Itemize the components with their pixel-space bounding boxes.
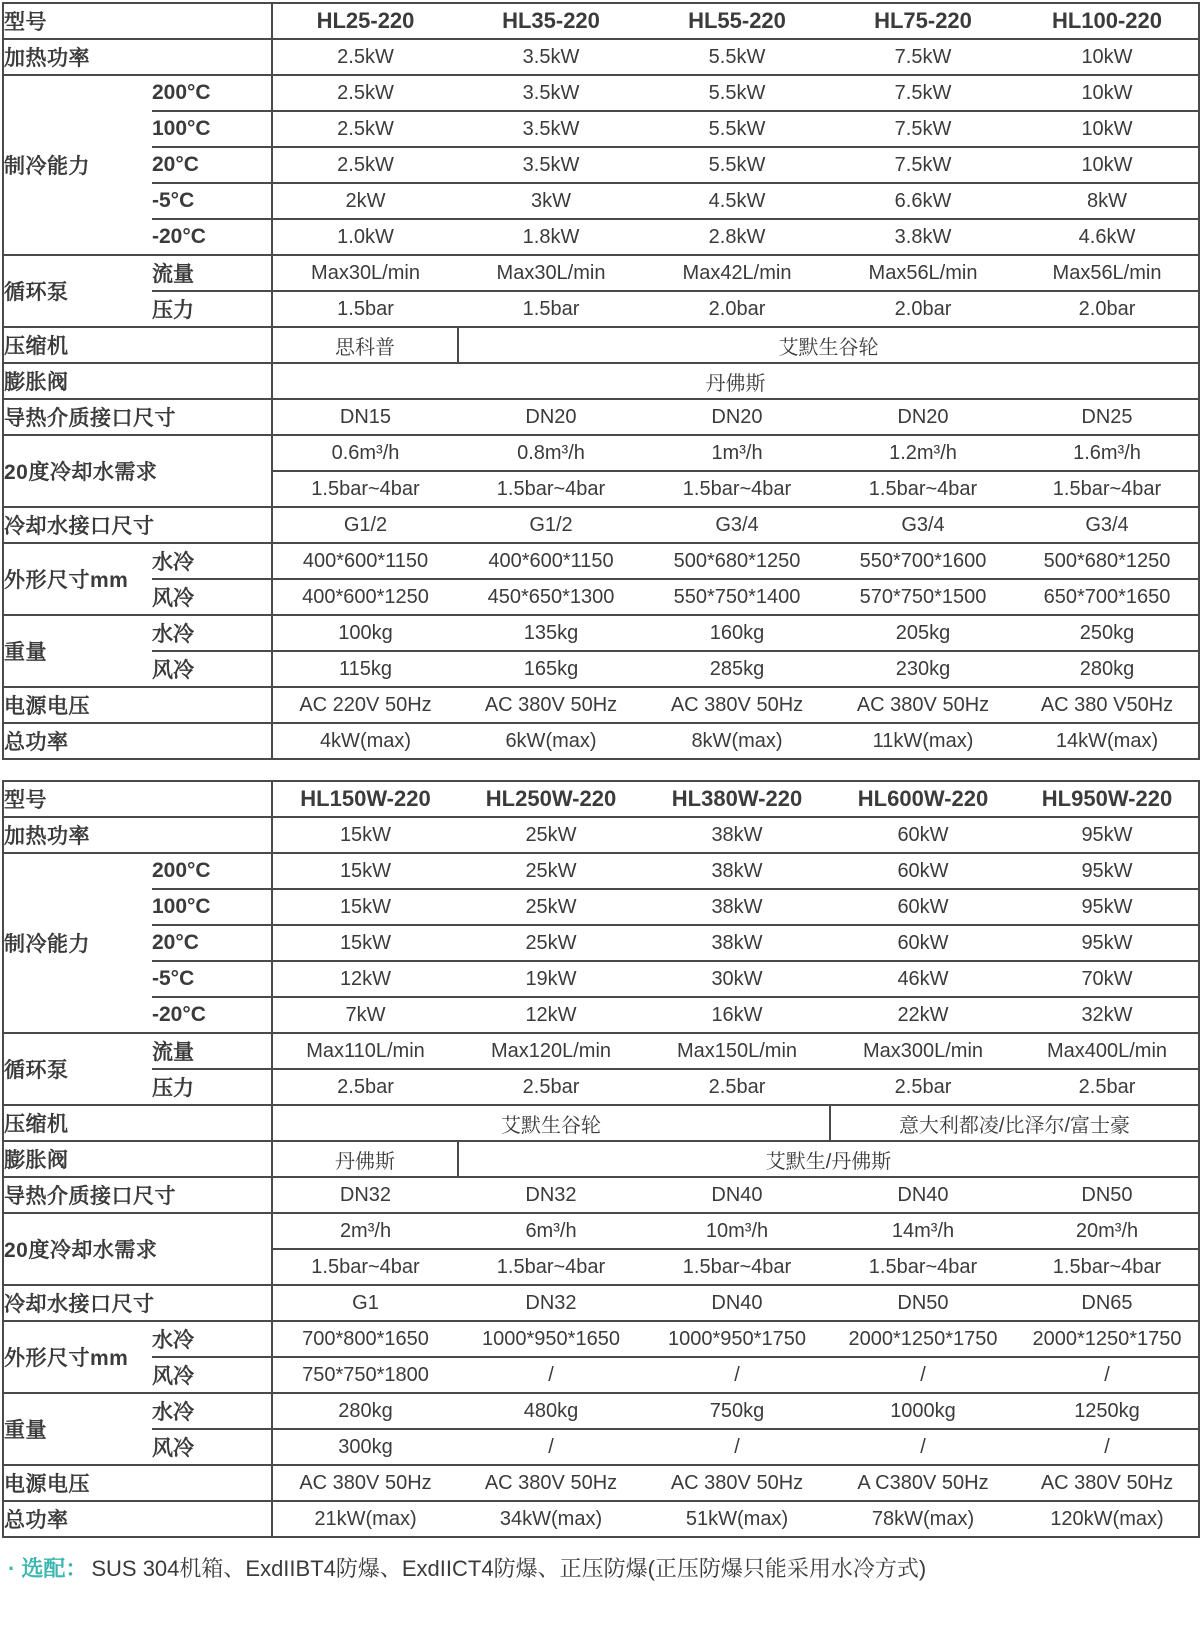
spec-cell: /: [830, 1357, 1016, 1393]
spec-table-2: [2, 780, 1200, 1538]
spec-cell: 95kW: [1016, 853, 1199, 889]
row-sublabel: 水冷: [152, 615, 272, 651]
row-label: 导热介质接口尺寸: [3, 399, 272, 435]
spec-cell: AC 380V 50Hz: [1016, 1465, 1199, 1501]
row-label: 膨胀阀: [3, 363, 272, 399]
spec-cell: 285kg: [644, 651, 830, 687]
row-label: 膨胀阀: [3, 1141, 272, 1177]
spec-cell: 60kW: [830, 817, 1016, 853]
table-row: [3, 291, 1199, 327]
table-row: [3, 219, 1199, 255]
table-row: [3, 1213, 1199, 1249]
spec-cell: 2kW: [272, 183, 458, 219]
spec-cell: 1.5bar~4bar: [644, 1249, 830, 1285]
spec-cell: A C380V 50Hz: [830, 1465, 1016, 1501]
table-row: [3, 507, 1199, 543]
spec-cell: 1.0kW: [272, 219, 458, 255]
table-row: [3, 579, 1199, 615]
spec-cell: 7.5kW: [830, 147, 1016, 183]
spec-cell: 10kW: [1016, 147, 1199, 183]
spec-cell: 500*680*1250: [1016, 543, 1199, 579]
spec-cell: 2000*1250*1750: [1016, 1321, 1199, 1357]
row-sublabel: 风冷: [152, 1429, 272, 1465]
row-sublabel: 20°C: [152, 925, 272, 961]
spec-cell: 60kW: [830, 889, 1016, 925]
table-row: [3, 925, 1199, 961]
row-label: 20度冷却水需求: [3, 1213, 272, 1285]
row-sublabel: 水冷: [152, 543, 272, 579]
spec-cell: 30kW: [644, 961, 830, 997]
spec-cell: 19kW: [458, 961, 644, 997]
spec-cell: 4kW(max): [272, 723, 458, 759]
spec-cell: 25kW: [458, 925, 644, 961]
row-label: 总功率: [3, 723, 272, 759]
spec-cell: 3.5kW: [458, 111, 644, 147]
spec-cell: Max56L/min: [1016, 255, 1199, 291]
spec-cell: 12kW: [458, 997, 644, 1033]
table-row: [3, 435, 1199, 471]
spec-cell: 12kW: [272, 961, 458, 997]
spec-cell: 8kW: [1016, 183, 1199, 219]
footnote-bullet: ·: [8, 1556, 16, 1581]
spec-cell: 38kW: [644, 817, 830, 853]
table-row: [3, 255, 1199, 291]
spec-cell: 7.5kW: [830, 75, 1016, 111]
row-label: 加热功率: [3, 817, 272, 853]
table-row: [3, 1033, 1199, 1069]
row-sublabel: -20°C: [152, 219, 272, 255]
spec-cell: 2.5bar: [1016, 1069, 1199, 1105]
model-name: HL950W-220: [1016, 781, 1199, 817]
table-row: [3, 961, 1199, 997]
tables: [2, 2, 1199, 1538]
spec-cell: 20m³/h: [1016, 1213, 1199, 1249]
spec-cell: 11kW(max): [830, 723, 1016, 759]
spec-cell: 2.5bar: [830, 1069, 1016, 1105]
spec-cell: 165kg: [458, 651, 644, 687]
row-sublabel: -5°C: [152, 183, 272, 219]
spec-cell: 2.8kW: [644, 219, 830, 255]
table-row: [3, 1105, 1199, 1141]
spec-cell: 艾默生谷轮: [272, 1105, 830, 1141]
row-label: 电源电压: [3, 1465, 272, 1501]
spec-cell: 1.5bar~4bar: [272, 471, 458, 507]
spec-cell: 6.6kW: [830, 183, 1016, 219]
spec-cell: 思科普: [272, 327, 458, 363]
spec-cell: G1/2: [458, 507, 644, 543]
spec-cell: 15kW: [272, 853, 458, 889]
row-label: 冷却水接口尺寸: [3, 507, 272, 543]
table-row: [3, 183, 1199, 219]
spec-cell: 10kW: [1016, 39, 1199, 75]
spec-cell: 250kg: [1016, 615, 1199, 651]
spec-cell: 25kW: [458, 889, 644, 925]
spec-cell: 1.5bar~4bar: [1016, 1249, 1199, 1285]
model-header-row: [3, 3, 1199, 39]
spec-cell: 300kg: [272, 1429, 458, 1465]
spec-cell: Max120L/min: [458, 1033, 644, 1069]
spec-cell: DN20: [644, 399, 830, 435]
row-label: 压缩机: [3, 327, 272, 363]
spec-cell: 1.5bar: [272, 291, 458, 327]
model-header-label: 型号: [3, 781, 272, 817]
spec-cell: 2.5bar: [458, 1069, 644, 1105]
spec-cell: 750kg: [644, 1393, 830, 1429]
spec-cell: G1/2: [272, 507, 458, 543]
model-name: HL35-220: [458, 3, 644, 39]
spec-cell: DN20: [830, 399, 1016, 435]
spec-cell: AC 380V 50Hz: [644, 1465, 830, 1501]
row-label: 加热功率: [3, 39, 272, 75]
spec-cell: 570*750*1500: [830, 579, 1016, 615]
spec-cell: 14kW(max): [1016, 723, 1199, 759]
spec-cell: 2.0bar: [830, 291, 1016, 327]
row-label: 重量: [3, 615, 152, 687]
model-name: HL25-220: [272, 3, 458, 39]
row-sublabel: 20°C: [152, 147, 272, 183]
spec-cell: 7.5kW: [830, 111, 1016, 147]
row-sublabel: 流量: [152, 1033, 272, 1069]
spec-cell: Max150L/min: [644, 1033, 830, 1069]
table-row: [3, 1393, 1199, 1429]
spec-cell: 60kW: [830, 925, 1016, 961]
spec-cell: 6m³/h: [458, 1213, 644, 1249]
row-label: 循环泵: [3, 255, 152, 327]
spec-cell: 10kW: [1016, 111, 1199, 147]
row-label: 制冷能力: [3, 853, 152, 1033]
spec-cell: 15kW: [272, 817, 458, 853]
spec-cell: 1000*950*1750: [644, 1321, 830, 1357]
row-sublabel: 风冷: [152, 579, 272, 615]
row-sublabel: 200°C: [152, 853, 272, 889]
spec-cell: /: [830, 1429, 1016, 1465]
spec-cell: 2000*1250*1750: [830, 1321, 1016, 1357]
spec-cell: 1000kg: [830, 1393, 1016, 1429]
spec-cell: 38kW: [644, 889, 830, 925]
spec-cell: 4.5kW: [644, 183, 830, 219]
spec-cell: 500*680*1250: [644, 543, 830, 579]
spec-cell: 14m³/h: [830, 1213, 1016, 1249]
table-row: [3, 111, 1199, 147]
spec-cell: G3/4: [830, 507, 1016, 543]
spec-cell: 46kW: [830, 961, 1016, 997]
spec-cell: 120kW(max): [1016, 1501, 1199, 1537]
spec-cell: G3/4: [644, 507, 830, 543]
spec-cell: /: [1016, 1357, 1199, 1393]
spec-cell: DN40: [644, 1285, 830, 1321]
model-name: HL380W-220: [644, 781, 830, 817]
table-row: [3, 147, 1199, 183]
spec-cell: 22kW: [830, 997, 1016, 1033]
spec-table-1: [2, 2, 1200, 760]
spec-cell: AC 220V 50Hz: [272, 687, 458, 723]
table-row: [3, 1177, 1199, 1213]
table-row: [3, 997, 1199, 1033]
row-sublabel: -20°C: [152, 997, 272, 1033]
row-sublabel: -5°C: [152, 961, 272, 997]
spec-cell: 6kW(max): [458, 723, 644, 759]
spec-cell: AC 380V 50Hz: [458, 687, 644, 723]
spec-cell: 7.5kW: [830, 39, 1016, 75]
spec-cell: 3.5kW: [458, 147, 644, 183]
spec-cell: 700*800*1650: [272, 1321, 458, 1357]
spec-cell: 115kg: [272, 651, 458, 687]
table-row: [3, 1321, 1199, 1357]
table-row: [3, 363, 1199, 399]
spec-cell: AC 380V 50Hz: [272, 1465, 458, 1501]
row-label: 重量: [3, 1393, 152, 1465]
spec-cell: 1.6m³/h: [1016, 435, 1199, 471]
row-sublabel: 风冷: [152, 651, 272, 687]
spec-cell: 450*650*1300: [458, 579, 644, 615]
model-name: HL600W-220: [830, 781, 1016, 817]
table-row: [3, 687, 1199, 723]
spec-cell: 38kW: [644, 853, 830, 889]
spec-cell: 2m³/h: [272, 1213, 458, 1249]
spec-cell: 1m³/h: [644, 435, 830, 471]
table-row: [3, 853, 1199, 889]
table-row: [3, 1141, 1199, 1177]
row-label: 循环泵: [3, 1033, 152, 1105]
spec-cell: 1.2m³/h: [830, 435, 1016, 471]
row-sublabel: 200°C: [152, 75, 272, 111]
spec-cell: 2.5kW: [272, 147, 458, 183]
spec-cell: 5.5kW: [644, 39, 830, 75]
model-header-row: [3, 781, 1199, 817]
table-row: [3, 1429, 1199, 1465]
footnote: [8, 1554, 1199, 1584]
row-sublabel: 压力: [152, 291, 272, 327]
spec-cell: 10kW: [1016, 75, 1199, 111]
spec-cell: 10m³/h: [644, 1213, 830, 1249]
spec-cell: 550*700*1600: [830, 543, 1016, 579]
footnote-optional-label: 选配：: [21, 1556, 88, 1581]
model-name: HL55-220: [644, 3, 830, 39]
spec-cell: 丹佛斯: [272, 363, 1199, 399]
spec-cell: 550*750*1400: [644, 579, 830, 615]
spec-cell: 1.5bar~4bar: [644, 471, 830, 507]
spec-cell: /: [644, 1429, 830, 1465]
model-header-label: 型号: [3, 3, 272, 39]
spec-cell: 3.8kW: [830, 219, 1016, 255]
spec-cell: 0.8m³/h: [458, 435, 644, 471]
spec-cell: /: [644, 1357, 830, 1393]
spec-cell: DN40: [830, 1177, 1016, 1213]
spec-cell: AC 380V 50Hz: [644, 687, 830, 723]
spec-cell: Max42L/min: [644, 255, 830, 291]
table-row: [3, 39, 1199, 75]
spec-cell: 2.0bar: [644, 291, 830, 327]
spec-cell: /: [1016, 1429, 1199, 1465]
table-row: [3, 543, 1199, 579]
spec-cell: 15kW: [272, 925, 458, 961]
model-name: HL250W-220: [458, 781, 644, 817]
spec-cell: 25kW: [458, 853, 644, 889]
row-label: 外形尺寸mm: [3, 543, 152, 615]
spec-cell: 1250kg: [1016, 1393, 1199, 1429]
model-name: HL100-220: [1016, 3, 1199, 39]
spec-cell: 4.6kW: [1016, 219, 1199, 255]
spec-cell: 400*600*1150: [458, 543, 644, 579]
row-sublabel: 流量: [152, 255, 272, 291]
spec-cell: 78kW(max): [830, 1501, 1016, 1537]
spec-cell: 95kW: [1016, 889, 1199, 925]
spec-cell: G1: [272, 1285, 458, 1321]
spec-cell: 95kW: [1016, 925, 1199, 961]
spec-cell: 1.5bar~4bar: [830, 471, 1016, 507]
spec-cell: 艾默生谷轮: [458, 327, 1199, 363]
spec-cell: 160kg: [644, 615, 830, 651]
row-sublabel: 水冷: [152, 1321, 272, 1357]
spec-cell: DN32: [458, 1177, 644, 1213]
spec-cell: 400*600*1250: [272, 579, 458, 615]
spec-cell: DN32: [272, 1177, 458, 1213]
spec-cell: 51kW(max): [644, 1501, 830, 1537]
spec-cell: 2.5bar: [644, 1069, 830, 1105]
spec-cell: DN50: [1016, 1177, 1199, 1213]
row-label: 20度冷却水需求: [3, 435, 272, 507]
table-row: [3, 651, 1199, 687]
row-sublabel: 水冷: [152, 1393, 272, 1429]
row-label: 压缩机: [3, 1105, 272, 1141]
spec-cell: 25kW: [458, 817, 644, 853]
spec-cell: /: [458, 1357, 644, 1393]
spec-cell: AC 380V 50Hz: [830, 687, 1016, 723]
spec-cell: DN40: [644, 1177, 830, 1213]
spec-cell: 34kW(max): [458, 1501, 644, 1537]
spec-cell: 70kW: [1016, 961, 1199, 997]
spec-cell: 5.5kW: [644, 147, 830, 183]
spec-cell: 750*750*1800: [272, 1357, 458, 1393]
footnote-optional-text: SUS 304机箱、ExdIIBT4防爆、ExdIICT4防爆、正压防爆(正压防爆只能采用水冷方式): [91, 1556, 927, 1581]
spec-cell: 400*600*1150: [272, 543, 458, 579]
row-label: 外形尺寸mm: [3, 1321, 152, 1393]
spec-cell: DN32: [458, 1285, 644, 1321]
row-label: 电源电压: [3, 687, 272, 723]
spec-cell: 280kg: [272, 1393, 458, 1429]
model-name: HL150W-220: [272, 781, 458, 817]
spec-cell: 15kW: [272, 889, 458, 925]
table-row: [3, 723, 1199, 759]
table-row: [3, 1357, 1199, 1393]
spec-cell: /: [458, 1429, 644, 1465]
spec-cell: 2.5kW: [272, 39, 458, 75]
table-row: [3, 889, 1199, 925]
spec-cell: DN50: [830, 1285, 1016, 1321]
spec-cell: 1.5bar~4bar: [272, 1249, 458, 1285]
spec-cell: DN25: [1016, 399, 1199, 435]
table-row: [3, 75, 1199, 111]
spec-cell: AC 380 V50Hz: [1016, 687, 1199, 723]
row-label: 冷却水接口尺寸: [3, 1285, 272, 1321]
spec-cell: 2.0bar: [1016, 291, 1199, 327]
spec-cell: 意大利都凌/比泽尔/富士豪: [830, 1105, 1199, 1141]
spec-cell: 60kW: [830, 853, 1016, 889]
spec-cell: 230kg: [830, 651, 1016, 687]
spec-cell: 1.5bar~4bar: [1016, 471, 1199, 507]
spec-cell: Max56L/min: [830, 255, 1016, 291]
table-row: [3, 1285, 1199, 1321]
spec-cell: AC 380V 50Hz: [458, 1465, 644, 1501]
spec-cell: DN65: [1016, 1285, 1199, 1321]
spec-cell: 3kW: [458, 183, 644, 219]
table-row: [3, 399, 1199, 435]
spec-cell: Max30L/min: [272, 255, 458, 291]
spec-cell: 95kW: [1016, 817, 1199, 853]
spec-cell: 丹佛斯: [272, 1141, 458, 1177]
spec-cell: 100kg: [272, 615, 458, 651]
spec-cell: 1.8kW: [458, 219, 644, 255]
spec-cell: 2.5bar: [272, 1069, 458, 1105]
row-label: 导热介质接口尺寸: [3, 1177, 272, 1213]
spec-cell: 1.5bar~4bar: [458, 1249, 644, 1285]
row-sublabel: 风冷: [152, 1357, 272, 1393]
spec-cell: 艾默生/丹佛斯: [458, 1141, 1199, 1177]
spec-cell: 7kW: [272, 997, 458, 1033]
spec-cell: DN15: [272, 399, 458, 435]
row-sublabel: 压力: [152, 1069, 272, 1105]
table-row: [3, 615, 1199, 651]
row-sublabel: 100°C: [152, 111, 272, 147]
spec-cell: DN20: [458, 399, 644, 435]
spec-cell: 650*700*1650: [1016, 579, 1199, 615]
table-row: [3, 1069, 1199, 1105]
spec-cell: 0.6m³/h: [272, 435, 458, 471]
row-sublabel: 100°C: [152, 889, 272, 925]
spec-cell: Max300L/min: [830, 1033, 1016, 1069]
table-row: [3, 817, 1199, 853]
table-row: [3, 1501, 1199, 1537]
spec-cell: 1.5bar~4bar: [830, 1249, 1016, 1285]
spec-cell: 21kW(max): [272, 1501, 458, 1537]
spec-cell: 135kg: [458, 615, 644, 651]
row-label: 总功率: [3, 1501, 272, 1537]
spec-cell: 16kW: [644, 997, 830, 1033]
spec-cell: 3.5kW: [458, 75, 644, 111]
spec-cell: 5.5kW: [644, 111, 830, 147]
spec-cell: 3.5kW: [458, 39, 644, 75]
spec-cell: 1.5bar: [458, 291, 644, 327]
spec-cell: 38kW: [644, 925, 830, 961]
table-row: [3, 327, 1199, 363]
spec-cell: 1.5bar~4bar: [458, 471, 644, 507]
spec-cell: 2.5kW: [272, 111, 458, 147]
spec-cell: 280kg: [1016, 651, 1199, 687]
spec-cell: 32kW: [1016, 997, 1199, 1033]
row-label: 制冷能力: [3, 75, 152, 255]
spec-cell: Max110L/min: [272, 1033, 458, 1069]
spec-cell: G3/4: [1016, 507, 1199, 543]
spec-cell: 480kg: [458, 1393, 644, 1429]
spec-cell: 205kg: [830, 615, 1016, 651]
spec-cell: Max30L/min: [458, 255, 644, 291]
spec-cell: 8kW(max): [644, 723, 830, 759]
spec-cell: 1000*950*1650: [458, 1321, 644, 1357]
model-name: HL75-220: [830, 3, 1016, 39]
table-row: [3, 1465, 1199, 1501]
spec-cell: Max400L/min: [1016, 1033, 1199, 1069]
spec-cell: 2.5kW: [272, 75, 458, 111]
spec-cell: 5.5kW: [644, 75, 830, 111]
